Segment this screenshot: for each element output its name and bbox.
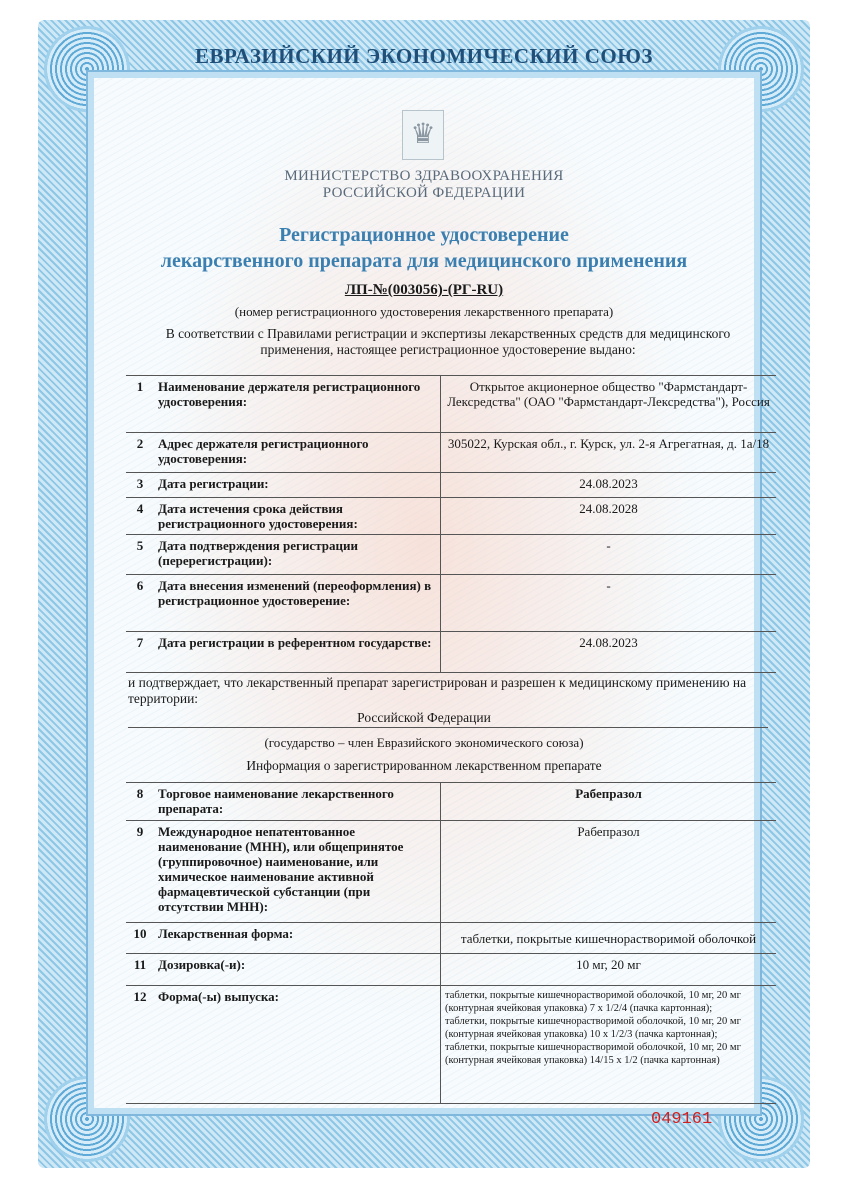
row-value: Рабепразол (441, 783, 777, 821)
table-row (126, 986, 776, 1104)
row-value: 24.08.2023 (441, 632, 777, 673)
ministry-name (0, 168, 848, 202)
title-line: Регистрационное удостоверение (279, 224, 569, 246)
confirmation-text: и подтверждает, что лекарственный препарат зарегистрирован и разрешен к медицинскому применению на территории: (128, 675, 747, 706)
ministry-line: МИНИСТЕРСТВО ЗДРАВООХРАНЕНИЯ (284, 168, 564, 184)
row-number: 10 (126, 923, 154, 954)
table-row (126, 535, 776, 575)
row-value: 10 мг, 20 мг (441, 954, 777, 986)
row-label: Адрес держателя регистрационного удостоверения: (154, 433, 441, 473)
row-value: - (441, 575, 777, 632)
divider (128, 727, 768, 728)
union-header: ЕВРАЗИЙСКИЙ ЭКОНОМИЧЕСКИЙ СОЮЗ (195, 44, 653, 68)
row-label: Дата регистрации: (154, 473, 441, 498)
row-number: 7 (126, 632, 154, 673)
row-value: 305022, Курская обл., г. Курск, ул. 2-я Агрегатная, д. 1а/18 (441, 433, 777, 473)
row-label: Дата внесения изменений (переоформления) в регистрационное удостоверение: (154, 575, 441, 632)
row-number: 2 (126, 433, 154, 473)
release-form-line: таблетки, покрытые кишечнорастворимой оболочкой, 10 мг, 20 мг (контурная ячейковая упаковка) 14/15 x 1/2 (пачка картонная) (445, 1042, 741, 1066)
table-row (126, 498, 776, 535)
product-table (126, 782, 776, 1104)
row-number: 11 (126, 954, 154, 986)
intro-text: В соответствии с Правилами регистрации и экспертизы лекарственных средств для медицинского применения, настоящее регистрационное удостоверение выдано: (165, 326, 731, 357)
row-value: 24.08.2023 (441, 473, 777, 498)
row-label: Лекарственная форма: (154, 923, 441, 954)
registration-number-value: ЛП-№(003056)-(РГ-RU) (344, 282, 504, 298)
row-value: - (441, 535, 777, 575)
row-label: Дата регистрации в референтном государстве: (154, 632, 441, 673)
row-label: Дата истечения срока действия регистрационного удостоверения: (154, 498, 441, 535)
row-number: 6 (126, 575, 154, 632)
row-label: Международное непатентованное наименование (МНН), или общепринятое (группировочное) наименование, или химическое наименование активной фармацевтической субстанции (при отсутствии МНН): (154, 821, 441, 923)
row-number: 8 (126, 783, 154, 821)
table-row (126, 783, 776, 821)
ministry-line: РОССИЙСКОЙ ФЕДЕРАЦИИ (322, 185, 526, 201)
territory: Российской Федерации (357, 710, 491, 725)
table-row (126, 575, 776, 632)
row-value (441, 986, 777, 1104)
row-number: 1 (126, 376, 154, 433)
holder-table (126, 375, 776, 673)
row-label: Дата подтверждения регистрации (перерегистрации): (154, 535, 441, 575)
release-form-line: таблетки, покрытые кишечнорастворимой оболочкой, 10 мг, 20 мг (контурная ячейковая упаковка) 10 x 1/2/3 (пачка картонная); (445, 1016, 741, 1040)
table-row (126, 433, 776, 473)
row-value: таблетки, покрытые кишечнорастворимой оболочкой (441, 923, 777, 954)
territory-caption: (государство – член Евразийского экономического союза) (264, 735, 584, 750)
release-form-line: таблетки, покрытые кишечнорастворимой оболочкой, 10 мг, 20 мг (контурная ячейковая упаковка) 7 x 1/2/4 (пачка картонная); (445, 990, 741, 1014)
table-row (126, 376, 776, 433)
row-label: Торговое наименование лекарственного препарата: (154, 783, 441, 821)
row-number: 9 (126, 821, 154, 923)
registration-number-caption: (номер регистрационного удостоверения лекарственного препарата) (234, 304, 614, 319)
table-row (126, 954, 776, 986)
serial-stamp: 049161 (651, 1110, 713, 1129)
table-row (126, 632, 776, 673)
document-title (0, 222, 848, 274)
table-row (126, 923, 776, 954)
row-number: 5 (126, 535, 154, 575)
row-label: Дозировка(-и): (154, 954, 441, 986)
row-label: Форма(-ы) выпуска: (154, 986, 441, 1104)
row-label: Наименование держателя регистрационного удостоверения: (154, 376, 441, 433)
row-number: 3 (126, 473, 154, 498)
info-heading: Информация о зарегистрированном лекарственном препарате (246, 758, 602, 773)
coat-of-arms-icon: ♛ (402, 110, 444, 160)
row-value: 24.08.2028 (441, 498, 777, 535)
row-number: 12 (126, 986, 154, 1104)
row-value: Открытое акционерное общество "Фармстандарт-Лексредства" (ОАО "Фармстандарт-Лексредства"), Россия (441, 376, 777, 433)
title-line: лекарственного препарата для медицинского применения (160, 250, 688, 272)
registration-number (0, 282, 848, 299)
table-row (126, 473, 776, 498)
table-row (126, 821, 776, 923)
row-number: 4 (126, 498, 154, 535)
row-value: Рабепразол (441, 821, 777, 923)
